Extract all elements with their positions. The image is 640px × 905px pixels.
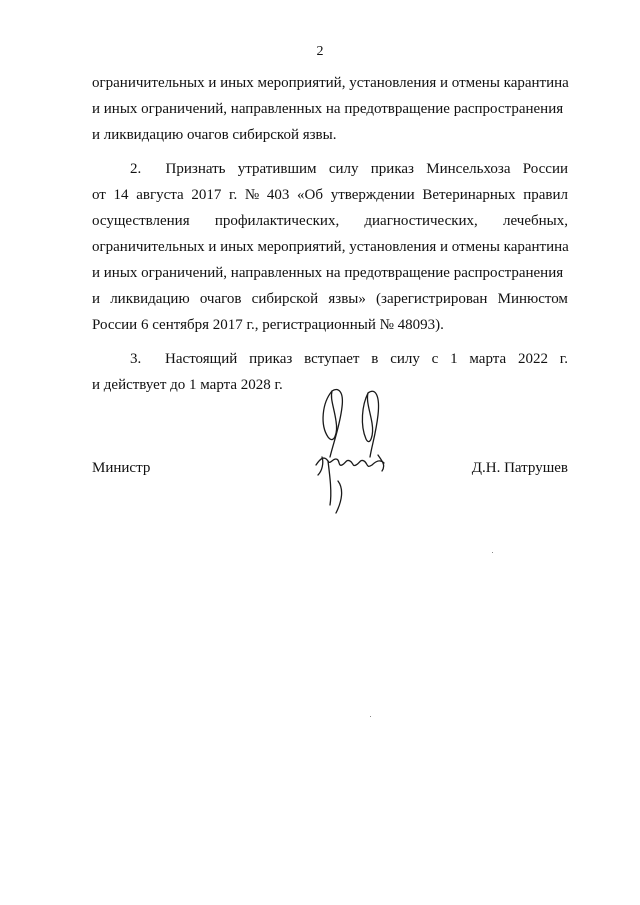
paragraph-3-line-2: и действует до 1 марта 2028 г. [92, 377, 283, 393]
signatory-title: Министр [92, 460, 151, 476]
paragraph-1-line-2: и иных ограничений, направленных на предотвращение распространения [92, 101, 564, 117]
scan-speck [492, 552, 493, 553]
scan-speck [370, 716, 371, 717]
handwritten-signature [308, 385, 398, 520]
paragraph-2-line-2: от 14 августа 2017 г. № 403 «Об утверждении Ветеринарных правил [92, 187, 568, 203]
paragraph-2-line-4: ограничительных и иных мероприятий, установления и отмены карантина [92, 239, 569, 255]
paragraph-1-line-1: ограничительных и иных мероприятий, установления и отмены карантина [92, 75, 569, 91]
signatory-name: Д.Н. Патрушев [471, 460, 568, 476]
paragraph-3-number: 3. [130, 351, 142, 367]
paragraph-2-line-6: и ликвидацию очагов сибирской язвы» (зарегистрирован Минюстом [92, 291, 568, 307]
document-body [92, 70, 568, 398]
paragraph-2-line-7: России 6 сентября 2017 г., регистрационный № 48093). [92, 317, 444, 333]
paragraph-2-line-3: осуществления профилактических, диагностических, лечебных, [92, 213, 568, 229]
paragraph-2-line-5: и иных ограничений, направленных на предотвращение распространения [92, 265, 564, 281]
paragraph-2-number: 2. [130, 161, 142, 177]
signature-block [92, 460, 568, 490]
paragraph-2-line-1: 2. Признать утратившим силу приказ Минсельхоза России [92, 156, 568, 182]
page-number: 2 [316, 44, 324, 59]
paragraph-3-line-1: 3. Настоящий приказ вступает в силу с 1 марта 2022 г. [92, 346, 568, 372]
paragraph-1-line-3: и ликвидацию очагов сибирской язвы. [92, 127, 337, 143]
